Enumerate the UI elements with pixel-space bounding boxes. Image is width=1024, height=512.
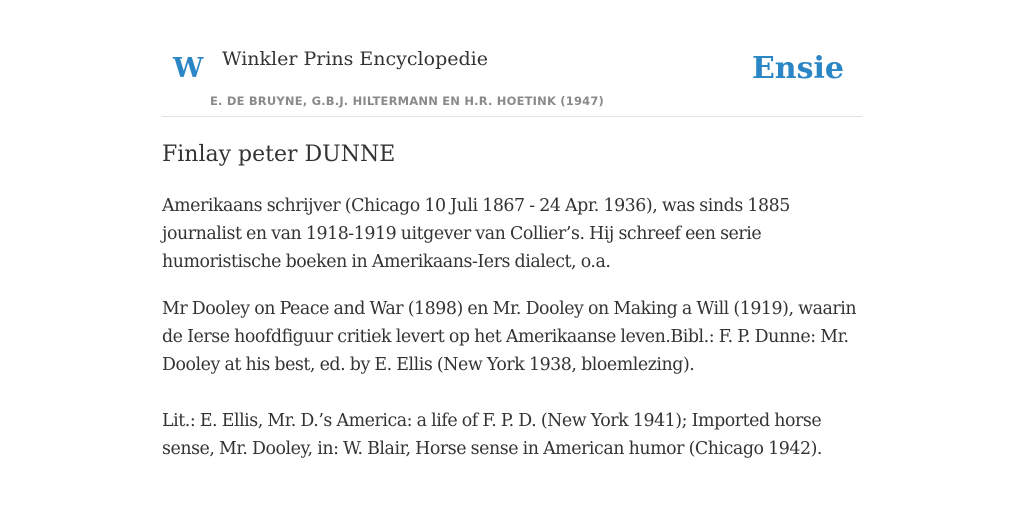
source-header	[162, 0, 862, 117]
source-title[interactable]: Winkler Prins Encyclopedie	[222, 48, 488, 70]
ensie-logo[interactable]: Ensie	[751, 51, 844, 86]
article-title: Finlay peter DUNNE	[162, 142, 396, 167]
article-paragraph: Amerikaans schrijver (Chicago 10 Juli 1867 - 24 Apr. 1936), was sinds 1885 journalist en van 1918-1919 uitgever van Collier’s. Hij schreef een serie humoristische boeken in Amerikaans-Iers dialect, o.a.	[162, 196, 790, 272]
source-authors: E. DE BRUYNE, G.B.J. HILTERMANN EN H.R. HOETINK (1947)	[210, 94, 605, 108]
article-paragraph: Mr Dooley on Peace and War (1898) en Mr. Dooley on Making a Will (1919), waarin de Ierse hoofdfiguur critiek levert op het Amerikaanse leven.Bibl.: F. P. Dunne: Mr. Dooley at his best, ed. by E. Ellis (New York 1938, bloemlezing).	[162, 299, 857, 375]
article-paragraph: Lit.: E. Ellis, Mr. D.’s America: a life of F. P. D. (New York 1941); Imported horse sense, Mr. Dooley, in: W. Blair, Horse sense in American humor (Chicago 1942).	[162, 411, 822, 459]
page	[162, 0, 862, 512]
winkler-prins-logo[interactable]: W	[173, 53, 204, 84]
